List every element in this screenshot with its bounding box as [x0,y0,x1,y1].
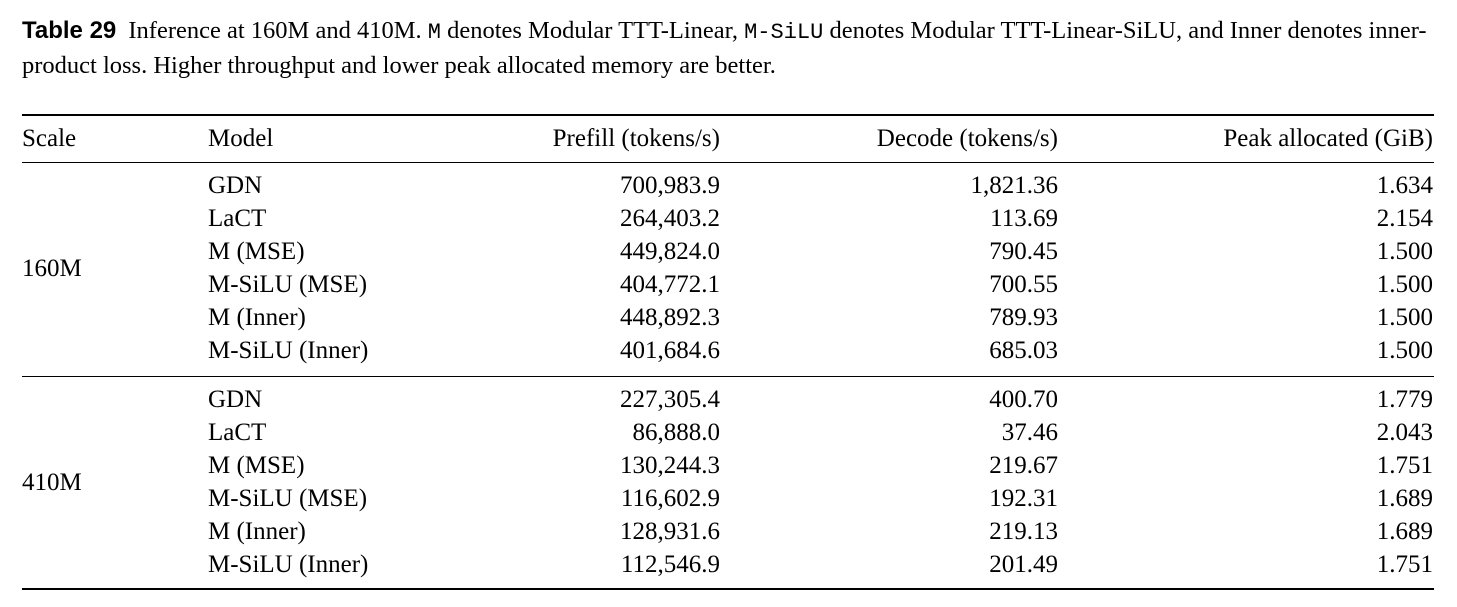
caption-text-4: and Inner denotes inner-product loss. Higher throughput and lower peak allocated memory are better. [22,17,1427,79]
cell-peak: 1.689 [1376,485,1433,512]
caption-mono-2: M-SiLU [744,20,824,45]
cell-prefill: 264,403.2 [620,205,720,232]
cell-decode: 37.46 [1001,419,1058,446]
cell-decode: 201.49 [989,551,1058,578]
cell-scale: 160M [22,254,82,282]
cell-peak: 1.779 [1376,386,1433,413]
cell-peak: 1.689 [1376,518,1433,545]
cell-model: M-SiLU (MSE) [208,271,368,298]
cell-peak: 1.500 [1376,337,1433,364]
cell-prefill: 128,931.6 [620,518,720,545]
cell-prefill: 130,244.3 [620,452,720,479]
header-rule [22,162,1434,163]
cell-prefill: 404,772.1 [620,271,720,298]
cell-prefill: 86,888.0 [632,419,720,446]
cell-prefill: 449,824.0 [620,238,720,265]
cell-decode: 1,821.36 [970,172,1058,199]
cell-prefill: 116,602.9 [620,485,720,512]
cell-decode: 113.69 [990,205,1058,232]
header-peak: Peak allocated (GiB) [1223,125,1433,152]
cell-peak: 1.751 [1376,551,1433,578]
cell-peak: 1.751 [1376,452,1433,479]
cell-prefill: 448,892.3 [620,304,720,331]
cell-peak: 2.154 [1376,205,1433,232]
cell-peak: 1.500 [1376,304,1433,331]
cell-peak: 2.043 [1376,419,1433,446]
cell-model: GDN [208,386,263,413]
cell-model: M-SiLU (MSE) [208,485,368,512]
header-scale: Scale [22,125,77,152]
cell-model: M (Inner) [208,304,306,331]
cell-peak: 1.500 [1376,238,1433,265]
caption-text-3: denotes Modular TTT-Linear-SiLU, [829,17,1183,44]
cell-model: GDN [208,172,263,199]
cell-peak: 1.634 [1376,172,1433,199]
group-separator-rule [22,376,1434,377]
cell-decode: 219.13 [989,518,1058,545]
cell-prefill: 401,684.6 [620,337,720,364]
cell-decode: 192.31 [989,485,1058,512]
cell-prefill: 112,546.9 [620,551,720,578]
cell-peak: 1.500 [1376,271,1433,298]
cell-decode: 400.70 [989,386,1058,413]
cell-model: M-SiLU (Inner) [208,337,369,364]
cell-decode: 789.93 [989,304,1058,331]
cell-model: LaCT [208,419,267,446]
cell-model: M-SiLU (Inner) [208,551,369,578]
bottom-rule [22,588,1434,590]
cell-decode: 790.45 [989,238,1058,265]
cell-decode: 219.67 [989,452,1058,479]
cell-prefill: 227,305.4 [620,386,720,413]
header-prefill: Prefill (tokens/s) [552,125,720,152]
caption-label: Table 29 [22,17,117,44]
top-rule [22,114,1434,116]
cell-model: M (Inner) [208,518,306,545]
caption-text-1: Inference at 160M and 410M. [128,17,422,44]
cell-model: M (MSE) [208,238,305,265]
table-caption [22,14,1442,82]
header-decode: Decode (tokens/s) [876,125,1058,152]
cell-model: LaCT [208,205,267,232]
caption-mono-1: M [427,20,441,45]
cell-model: M (MSE) [208,452,305,479]
cell-decode: 700.55 [989,271,1058,298]
header-model: Model [208,125,274,152]
caption-text-2: denotes Modular TTT-Linear, [447,17,738,44]
cell-scale: 410M [22,468,82,496]
cell-decode: 685.03 [989,337,1058,364]
cell-prefill: 700,983.9 [620,172,720,199]
